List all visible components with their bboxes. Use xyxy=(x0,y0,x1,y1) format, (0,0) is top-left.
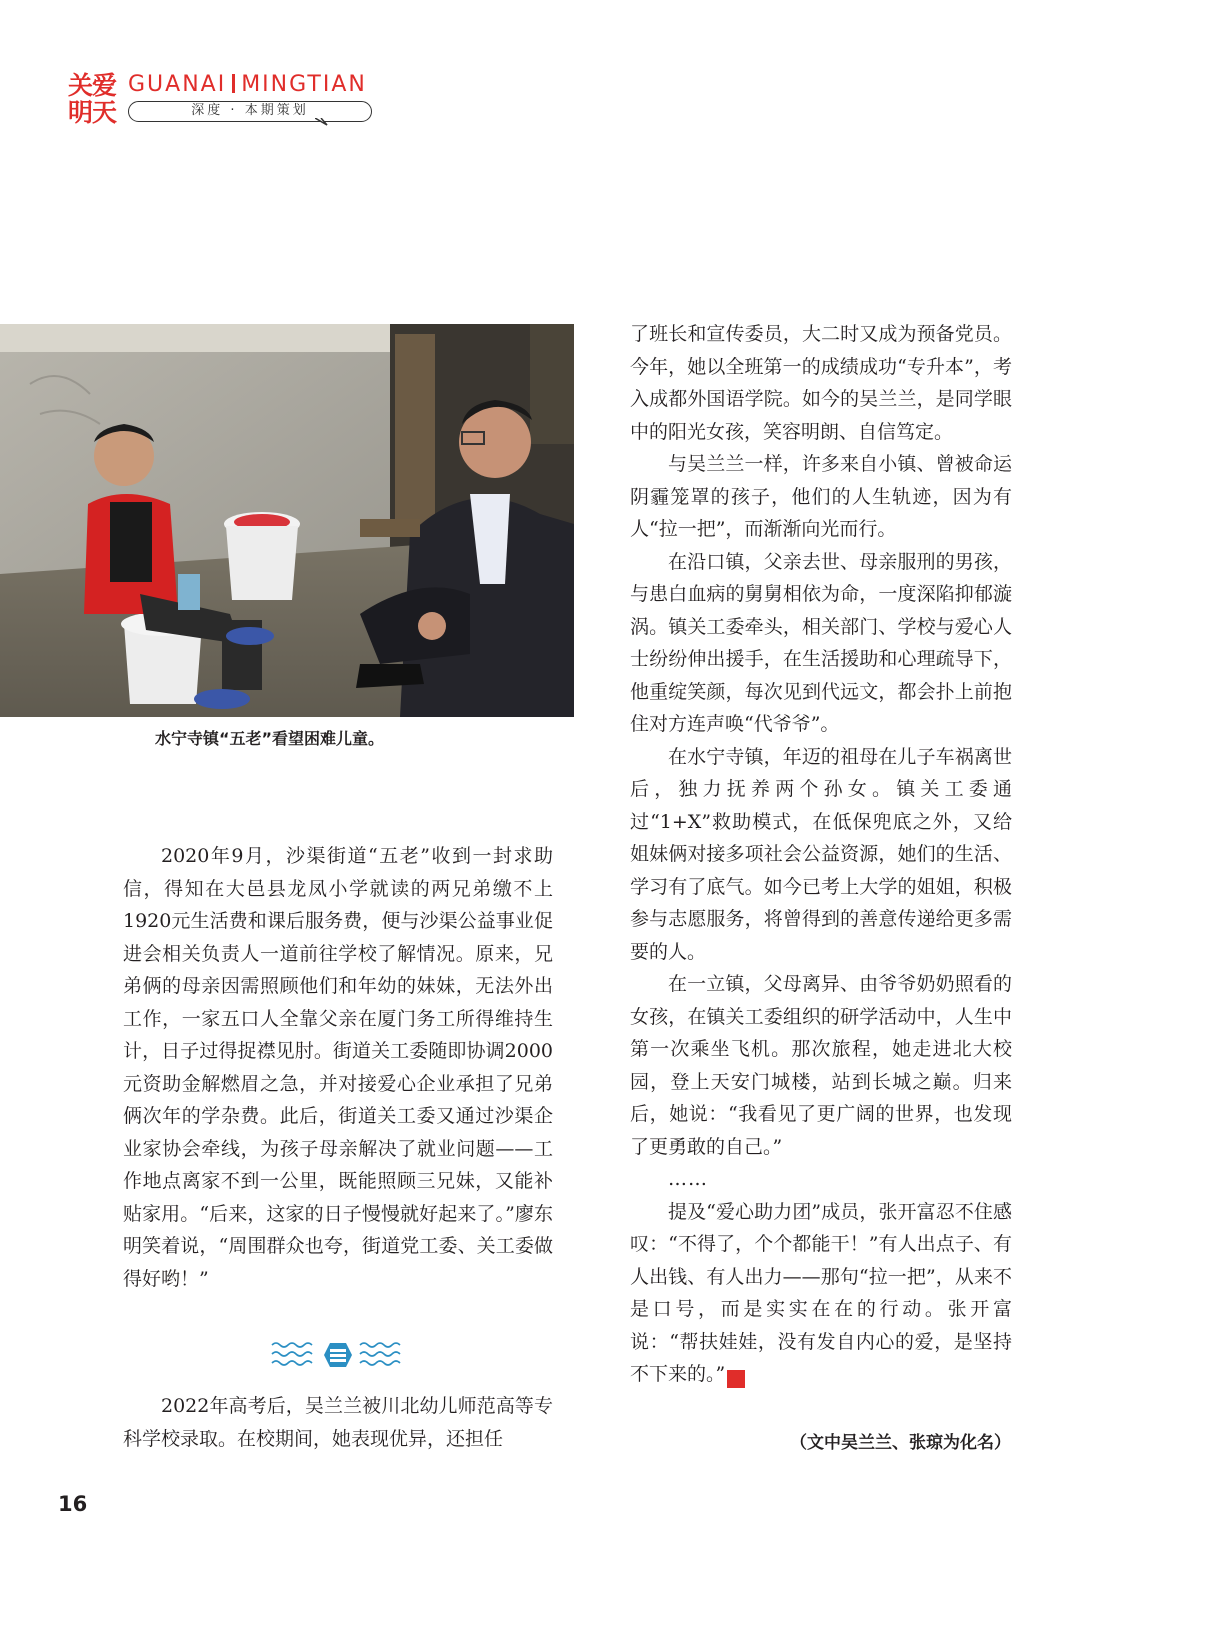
section-divider-icon xyxy=(270,1337,406,1373)
ellipsis-paragraph: …… xyxy=(668,1168,708,1190)
paragraph-final xyxy=(630,1196,1012,1391)
logo-separator xyxy=(232,74,235,93)
right-column xyxy=(630,318,1012,1391)
paragraph: 2020年9月，沙渠街道“五老”收到一封求助信，得知在大邑县龙凤小学就读的两兄弟缴不上1920元生活费和课后服务费，便与沙渠公益事业促进会相关负责人一道前往学校了解情况。原来，兄弟俩的母亲因需照顾他们和年幼的妹妹，无法外出工作，一家五口人全靠父亲在厦门务工所得维持生计，日子过得捉襟见肘。街道关工委随即协调2000元资助金解燃眉之急，并对接爱心企业承担了兄弟俩次年的学杂费。此后，街道关工委又通过沙渠企业家协会牵线，为孩子母亲解决了就业问题——工作地点离家不到一公里，既能照顾三兄妹，又能补贴家用。“后来，这家的日子慢慢就好起来了。”廖东明笑着说，“周围群众也夸，街道党工委、关工委做得好哟！” xyxy=(123,845,553,1290)
final-text: 提及“爱心助力团”成员，张开富忍不住感叹：“不得了，个个都能干！”有人出点子、有人出钱、有人出力——那句“拉一把”，从来不是口号，而是实实在在的行动。张开富说：“帮扶娃娃，没有发自内心的爱，是坚持不下来的。” xyxy=(630,1200,1012,1385)
article-photo xyxy=(0,324,574,717)
paragraph: 与吴兰兰一样，许多来自小镇、曾被命运阴霾笼罩的孩子，他们的人生轨迹，因为有人“拉一把”，而渐渐向光而行。 xyxy=(630,453,1012,540)
speech-tail-icon xyxy=(315,118,329,127)
photo-caption: 水宁寺镇“五老”看望困难儿童。 xyxy=(155,729,385,748)
paragraph: 2022年高考后，吴兰兰被川北幼儿师范高等专科学校录取。在校期间，她表现优异，还担任 xyxy=(123,1395,553,1450)
page-number: 16 xyxy=(58,1492,88,1516)
magazine-logo-chinese xyxy=(68,72,120,126)
left-column-bottom xyxy=(123,1390,553,1455)
logo-en-part-1: GUANAI xyxy=(128,72,227,97)
magazine-logo-english xyxy=(128,72,367,98)
paragraph: 在一立镇，父母离异、由爷爷奶奶照看的女孩，在镇关工委组织的研学活动中，人生中第一次乘坐飞机。那次旅程，她走进北大校园，登上天安门城楼，站到长城之巅。归来后，她说：“我看见了更广阔的世界，也发现了更勇敢的自己。” xyxy=(630,973,1012,1158)
logo-en-part-2: MINGTIAN xyxy=(241,72,367,97)
photo-illustration xyxy=(0,324,574,717)
left-column-top xyxy=(123,840,553,1295)
paragraph: 在沿口镇，父亲去世、母亲服刑的男孩，与患白血病的舅舅相依为命，一度深陷抑郁漩涡。镇关工委牵头，相关部门、学校与爱心人士纷纷伸出援手，在生活援助和心理疏导下，他重绽笑颜，每次见到代远文，都会扑上前抱住对方连声唤“代爷爷”。 xyxy=(630,550,1012,735)
paragraph-continuation: 了班长和宣传委员，大二时又成为预备党员。今年，她以全班第一的成绩成功“专升本”，考入成都外国语学院。如今的吴兰兰，是同学眼中的阳光女孩，笑容明朗、自信笃定。 xyxy=(630,323,1012,443)
pseudonym-note: （文中吴兰兰、张琼为化名） xyxy=(790,1433,1011,1453)
end-mark-icon: 关 xyxy=(727,1370,745,1388)
section-label xyxy=(128,101,372,122)
paragraph: 在水宁寺镇，年迈的祖母在儿子车祸离世后，独力抚养两个孙女。镇关工委通过“1+X”救助模式，在低保兜底之外，又给姐妹俩对接多项社会公益资源，她们的生活、学习有了底气。如今已考上大学的姐姐，积极参与志愿服务，将曾得到的善意传递给更多需要的人。 xyxy=(630,745,1012,963)
logo-line-2: 明天 xyxy=(68,98,117,127)
logo-line-1: 关爱 xyxy=(68,71,117,100)
section-label-text: 深度 · 本期策划 xyxy=(191,103,309,118)
